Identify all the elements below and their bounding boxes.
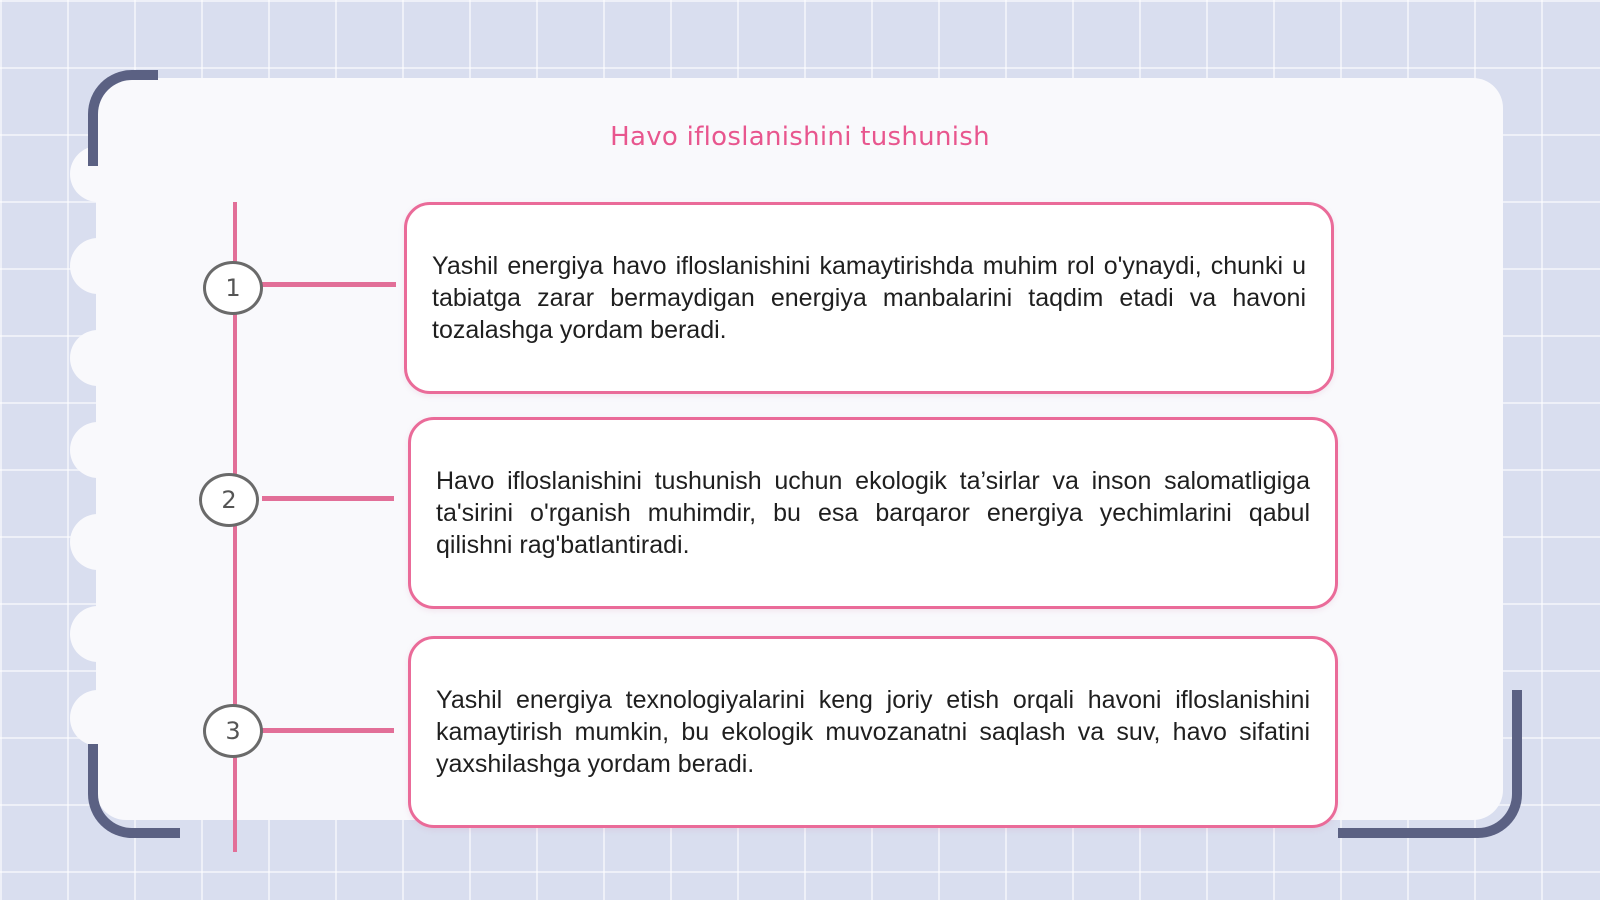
slide-title: Havo ifloslanishini tushunish [610, 122, 990, 152]
info-text-3: Yashil energiya texnologiyalarini keng joriy etish orqali havoni ifloslanishini kamaytirish mumkin, bu ekologik muvozanatni saqlash va suv, havo sifatini yaxshilashga yordam beradi. [436, 686, 1310, 778]
scallop-edge [70, 606, 126, 662]
timeline-connector-2 [262, 496, 394, 501]
info-box-1 [404, 202, 1334, 394]
timeline-connector-1 [262, 282, 396, 287]
info-box-2 [408, 417, 1338, 609]
frame-corner-bottom-right [1338, 690, 1522, 838]
timeline-connector-3 [262, 728, 394, 733]
scallop-edge [70, 238, 126, 294]
info-box-3 [408, 636, 1338, 828]
scallop-edge [70, 330, 126, 386]
step-number-2: 2 [199, 473, 259, 527]
frame-corner-bottom-left [88, 744, 180, 838]
step-number-1: 1 [203, 261, 263, 315]
info-text-2: Havo ifloslanishini tushunish uchun ekologik ta’sirlar va inson salomatligiga ta'sirini o'rganish muhimdir, bu esa barqaror energiya yechimlarini qabul qilishni rag'batlantiradi. [436, 467, 1310, 559]
info-text-1: Yashil energiya havo ifloslanishini kamaytirishda muhim rol o'ynaydi, chunki u tabiatga zarar bermaydigan energiya manbalarini taqdim etadi va havoni tozalashga yordam beradi. [432, 252, 1306, 344]
scallop-edge [70, 514, 126, 570]
scallop-edge [70, 690, 126, 746]
step-number-3: 3 [203, 704, 263, 758]
scallop-edge [70, 422, 126, 478]
